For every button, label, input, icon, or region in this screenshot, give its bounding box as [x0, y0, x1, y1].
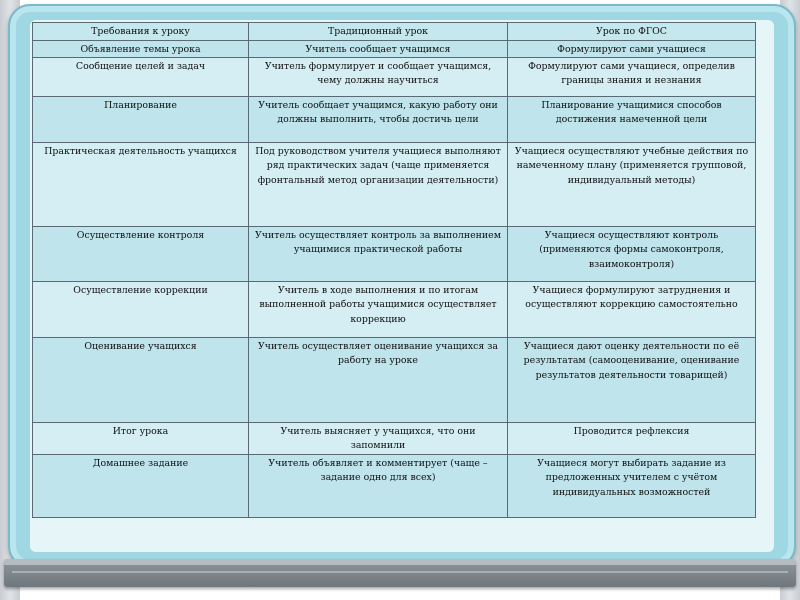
row-requirement: Планирование	[33, 97, 249, 143]
table-row	[33, 423, 756, 455]
table-row	[33, 227, 756, 282]
table-row	[33, 455, 756, 518]
row-fgos: Учащиеся осуществляют учебные действия по намеченному плану (применяется групповой, индивидуальный методы)	[508, 143, 756, 227]
ledge-top-edge	[4, 559, 796, 565]
table-row	[33, 97, 756, 143]
table-row	[33, 41, 756, 58]
row-fgos: Учащиеся дают оценку деятельности по её результатам (самооценивание, оценивание результатов деятельности товарищей)	[508, 338, 756, 423]
table-row	[33, 58, 756, 97]
row-traditional: Учитель выясняет у учащихся, что они запомнили	[249, 423, 508, 455]
row-traditional: Учитель объявляет и комментирует (чаще – задание одно для всех)	[249, 455, 508, 518]
row-fgos: Проводится рефлексия	[508, 423, 756, 455]
ledge-groove	[12, 571, 788, 573]
comparison-table-container	[32, 22, 755, 518]
row-fgos: Формулируют сами учащиеся, определив границы знания и незнания	[508, 58, 756, 97]
header-traditional: Традиционный урок	[249, 23, 508, 41]
row-traditional: Учитель сообщает учащимся	[249, 41, 508, 58]
header-requirements: Требования к уроку	[33, 23, 249, 41]
row-requirement: Объявление темы урока	[33, 41, 249, 58]
row-fgos: Планирование учащимися способов достижения намеченной цели	[508, 97, 756, 143]
table-header-row	[33, 23, 756, 41]
row-fgos: Учащиеся осуществляют контроль (применяются формы самоконтроля, взаимоконтроля)	[508, 227, 756, 282]
row-traditional: Учитель осуществляет оценивание учащихся за работу на уроке	[249, 338, 508, 423]
row-fgos: Учащиеся формулируют затруднения и осуществляют коррекцию самостоятельно	[508, 282, 756, 338]
row-requirement: Практическая деятельность учащихся	[33, 143, 249, 227]
row-requirement: Сообщение целей и задач	[33, 58, 249, 97]
row-requirement: Итог урока	[33, 423, 249, 455]
header-fgos: Урок по ФГОС	[508, 23, 756, 41]
row-requirement: Домашнее задание	[33, 455, 249, 518]
row-fgos: Формулируют сами учащиеся	[508, 41, 756, 58]
table-row	[33, 338, 756, 423]
row-traditional: Учитель формулирует и сообщает учащимся, чему должны научиться	[249, 58, 508, 97]
row-traditional: Учитель осуществляет контроль за выполнением учащимися практической работы	[249, 227, 508, 282]
comparison-table	[32, 22, 756, 518]
table-row	[33, 282, 756, 338]
table-row	[33, 143, 756, 227]
row-traditional: Учитель сообщает учащимся, какую работу они должны выполнить, чтобы достичь цели	[249, 97, 508, 143]
row-traditional: Под руководством учителя учащиеся выполняют ряд практических задач (чаще применяется фронтальный метод организации деятельности)	[249, 143, 508, 227]
row-fgos: Учащиеся могут выбирать задание из предложенных учителем с учётом индивидуальных возможностей	[508, 455, 756, 518]
row-requirement: Оценивание учащихся	[33, 338, 249, 423]
row-requirement: Осуществление контроля	[33, 227, 249, 282]
row-requirement: Осуществление коррекции	[33, 282, 249, 338]
board-ledge	[4, 559, 796, 587]
row-traditional: Учитель в ходе выполнения и по итогам выполненной работы учащимися осуществляет коррекцию	[249, 282, 508, 338]
